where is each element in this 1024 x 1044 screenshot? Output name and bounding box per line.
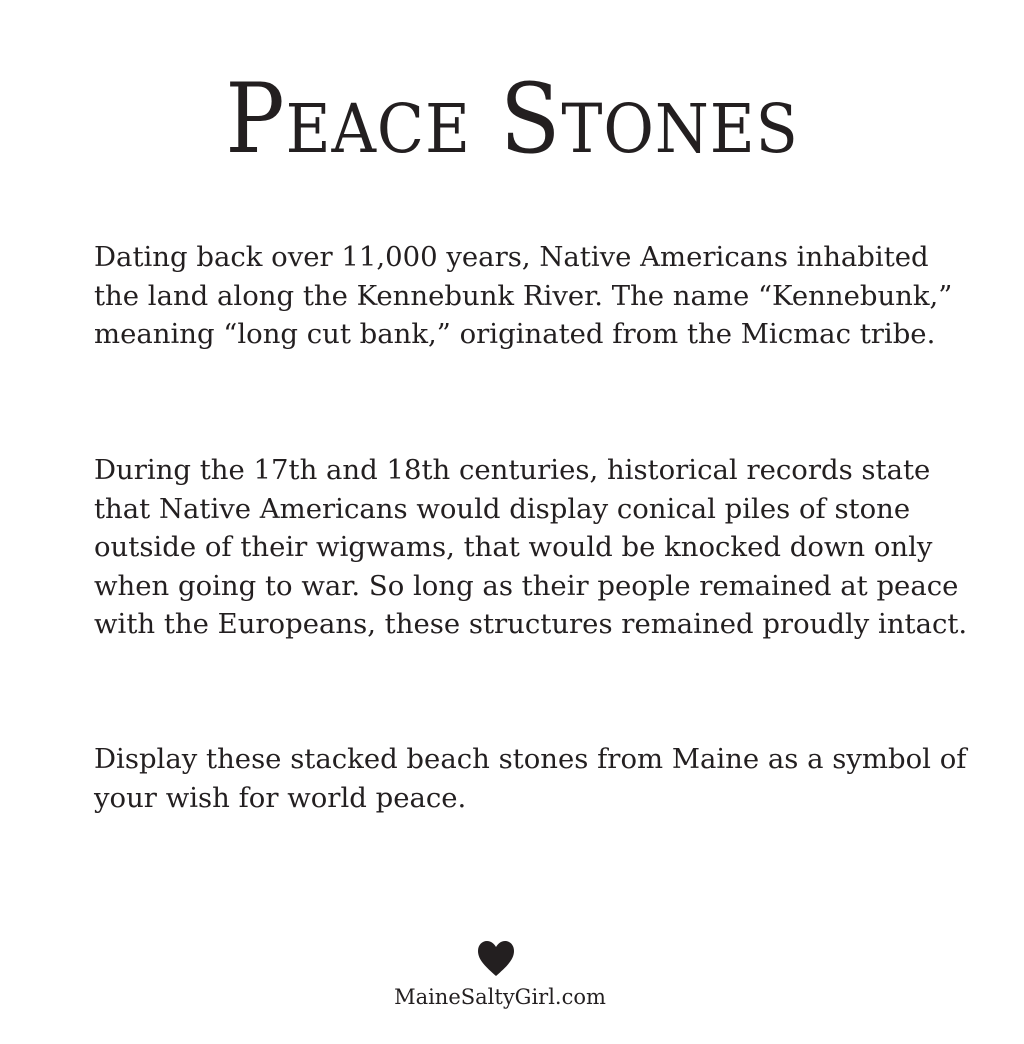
page-title: Peace Stones [225,63,799,175]
paragraph-history: Dating back over 11,000 years, Native Americans inhabited the land along the Kennebunk River. The name “Kennebunk,” meaning “long cut bank,” originated from the Micmac tribe. [94,241,953,350]
paragraph-records: During the 17th and 18th centuries, historical records state that Native Americans would display conical piles of stone outside of their wigwams, that would be knocked down only when going to war. So long as their people remained at peace with the Europeans, these structures remained proudly intact. [94,454,968,640]
paragraph-display: Display these stacked beach stones from Maine as a symbol of your wish for world peace. [94,743,967,814]
website-link: MaineSaltyGirl.com [394,985,606,1009]
heart-icon [476,940,516,980]
